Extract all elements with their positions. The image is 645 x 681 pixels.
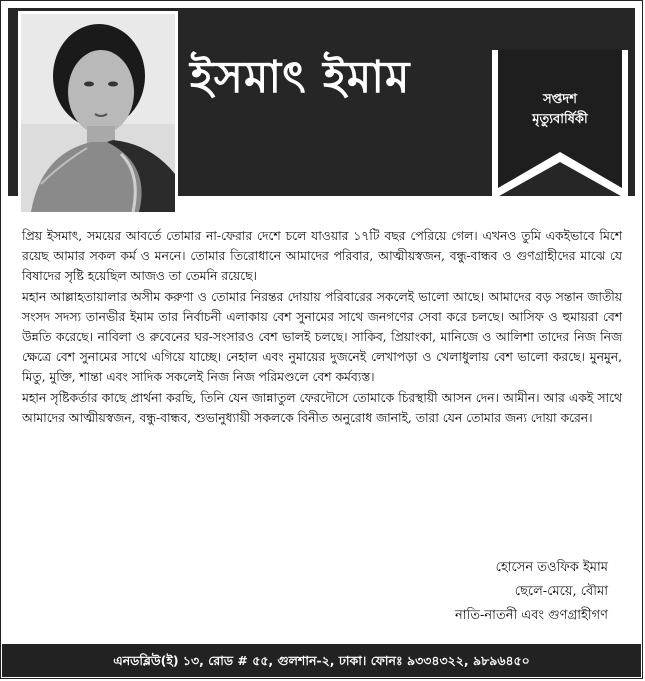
- signatory-relatives: নাতি-নাতনী এবং গুণগ্রাহীগণ: [455, 608, 608, 623]
- paragraph: মহান সৃষ্টিকর্তার কাছে প্রার্থনা করছি, তিনি যেন জান্নাতুল ফেরদৌসে তোমাকে চিরস্থায়ী আসন দেন। আমীন। আর একই সাথে আমাদের আত্মীয়স্বজন, বন্ধু-বান্ধব, শুভানুধ্যায়ী সকলকে বিনীত অনুরোধ জানাই, তারা যেন তোমার জন্য দোয়া করেন।: [22, 390, 622, 425]
- paragraph: মহান আল্লাহতায়ালার অসীম করুণা ও তোমার নিরন্তর দোয়ায় পরিবারের সকলেই ভালো আছে। আমাদের বড় সন্তান জাতীয় সংসদ সদস্য তানভীর ইমাম তার নির্বাচনী এলাকায় বেশ সুনামের সাথে জনগণের সেবা করে চলছে। আসিফ ও হুমায়রা বেশ উন্নতি করেছে। নাবিলা ও রুবেনের ঘর-সংসারও বেশ ভালই চলছে। সাকিব, প্রিয়াংকা, মানিজে ও আলিশা তাদের নিজ নিজ ক্ষেত্রে বেশ সুনামের সাথে এগিয়ে যাচ্ছে। নেহাল এবং নুমায়ের দুজনেই লেখাপড়া ও খেলাধুলায় বেশ ভালো করছে। মুনমুন, মিতু, মুক্তি, শান্তা এবং সাদিক সকলেই নিজ নিজ পরিমণ্ডলে বেশ কর্মব্যস্ত।: [22, 289, 622, 385]
- signatory-name: হোসেন তওফিক ইমাম: [495, 560, 608, 575]
- signature-block: [360, 556, 608, 628]
- tribute-text: [22, 226, 622, 428]
- ribbon-line-anniversary: মৃত্যুবার্ষিকী: [532, 112, 588, 127]
- footer-address-bar: এনডব্লিউ(ই) ১৩, রোড # ৫৫, গুলশান-২, ঢাকা। ফোনঃ ৯৩৩৪৩২২, ৯৮৯৬৪৫০: [2, 644, 641, 677]
- deceased-name: ইসমাৎ ইমাম: [190, 52, 411, 103]
- signatory-family: ছেলে-মেয়ে, বৌমা: [514, 584, 608, 599]
- portrait-photo: [18, 11, 178, 215]
- paragraph: প্রিয় ইসমাৎ, সময়ের আবর্তে তোমার না-ফেরার দেশে চলে যাওয়ার ১৭টি বছর পেরিয়ে গেল। এখনও তুমি একইভাবে মিশে রয়েছ আমার সকল কর্ম ও মননে। তোমার তিরোধানে আমাদের পরিবার, আত্মীয়স্বজন, বন্ধু-বান্ধব ও গুণগ্রাহীদের মাঝে যে বিষাদের সৃষ্টি হয়েছিল আজও তা তেমনি রয়েছে।: [22, 229, 622, 284]
- anniversary-ribbon: [492, 50, 628, 200]
- ribbon-line-ordinal: সপ্তদশ: [543, 92, 577, 107]
